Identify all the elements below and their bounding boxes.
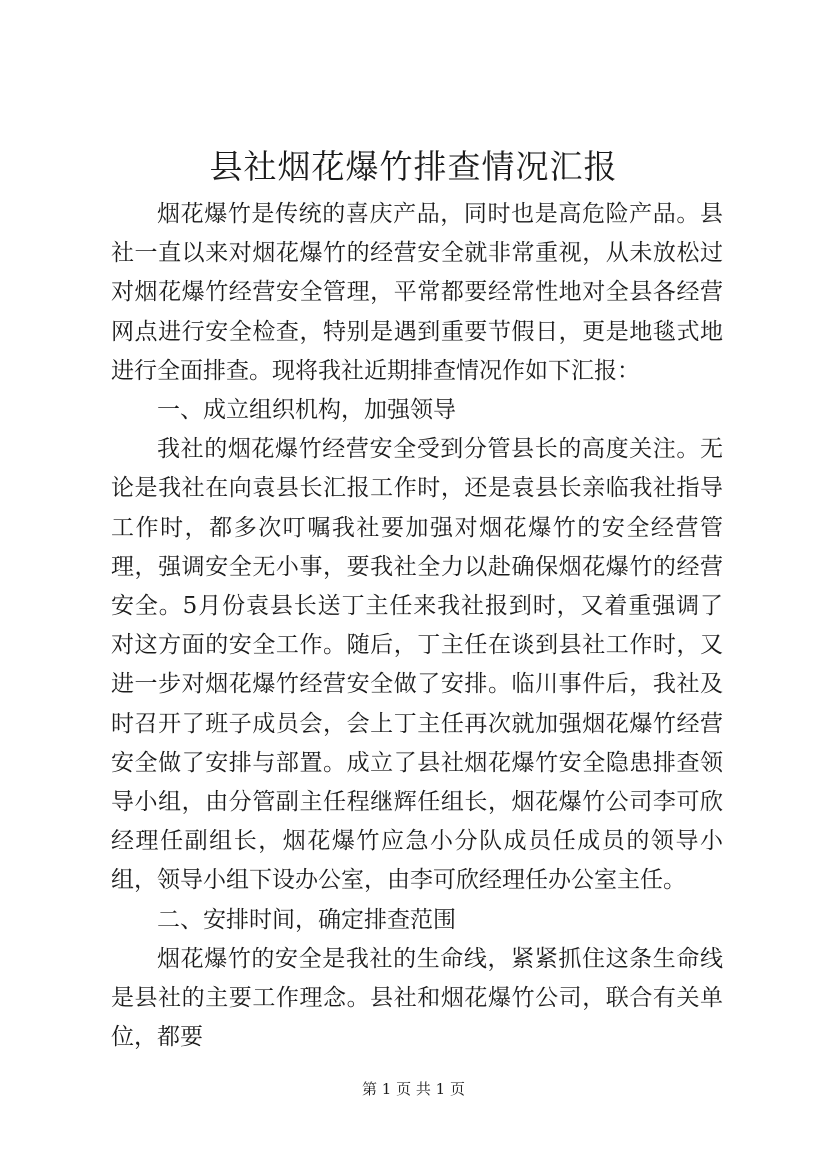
paragraph-section-2: 烟花爆竹的安全是我社的生命线，紧紧抓住这条生命线是县社的主要工作理念。县社和烟花爆竹公司，联合有关单位，都要 xyxy=(111,945,723,1051)
document-body xyxy=(111,195,723,1057)
paragraph-section-1: 我社的烟花爆竹经营安全受到分管县长的高度关注。无论是我社在向袁县长汇报工作时，还是袁县长亲临我社指导工作时，都多次叮嘱我社要加强对烟花爆竹的安全经营管理，强调安全无小事，要我社全力以赴确保烟花爆竹的经营安全。5月份袁县长送丁主任来我社报到时，又着重强调了对这方面的安全工作。随后，丁主任在谈到县社工作时，又进一步对烟花爆竹经营安全做了安排。临川事件后，我社及时召开了班子成员会，会上丁主任再次就加强烟花爆竹经营安全做了安排与部置。成立了县社烟花爆竹安全隐患排查领导小组，由分管副主任程继辉任组长，烟花爆竹公司李可欣经理任副组长，烟花爆竹应急小分队成员任成员的领导小组，领导小组下设办公室，由李可欣经理任办公室主任。 xyxy=(111,436,723,894)
page-footer: 第 1 页 共 1 页 xyxy=(362,1080,465,1098)
section-heading-2: 二、安排时间，确定排查范围 xyxy=(157,906,456,933)
section-heading-1: 一、成立组织机构，加强领导 xyxy=(157,397,456,424)
paragraph-intro: 烟花爆竹是传统的喜庆产品，同时也是高危险产品。县社一直以来对烟花爆竹的经营安全就非常重视，从未放松过对烟花爆竹经营安全管理，平常都要经常性地对全县各经营网点进行安全检查，特别是遇到重要节假日，更是地毯式地进行全面排查。现将我社近期排查情况作如下汇报： xyxy=(111,201,723,384)
document-title: 县社烟花爆竹排查情况汇报 xyxy=(209,147,618,186)
